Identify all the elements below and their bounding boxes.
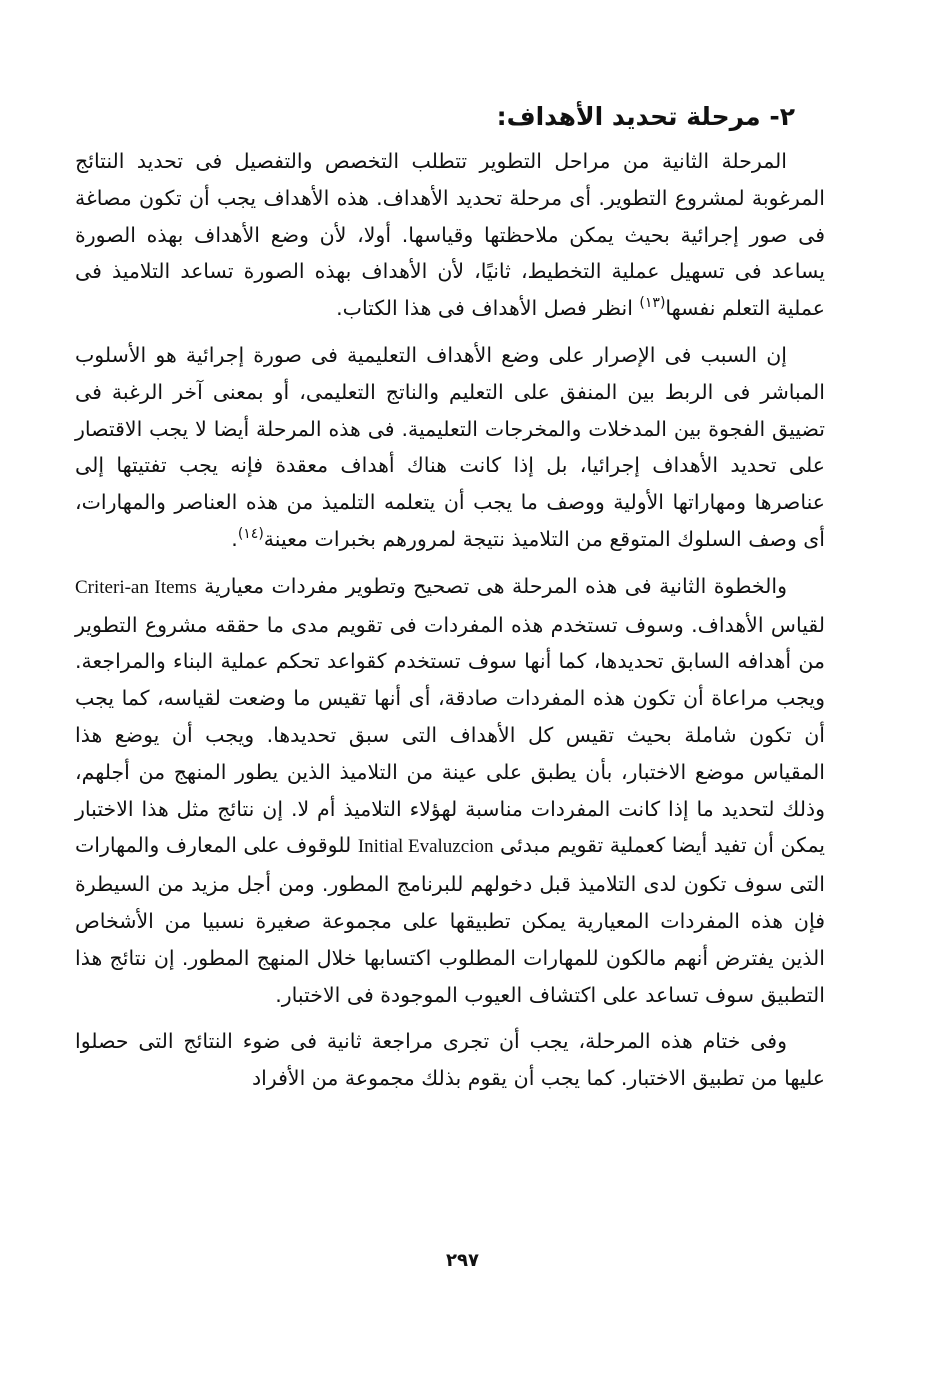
paragraph-3-text-b: لقياس الأهداف. وسوف تستخدم هذه المفردات فى تقويم مدى ما حققه مشروع التطوير من أهدافه السابق تحديدها، كما أنها سوف تستخدم كقواعد تحكم عملية البناء والمراجعة. ويجب مراعاة أن تكون هذه المفردات صادقة، أى أنها تقيس ما وضعت لقياسه، كما يجب أن تكون شاملة بحيث تقيس كل الأهداف التى سبق تحديدها. ويجب أن يوضع هذا المقياس موضع الاختبار، بأن يطبق على عينة من التلاميذ الذين يطور المنهج من أجلهم، وذلك لتحديد ما إذا كانت المفردات مناسبة لهؤلاء التلاميذ أم لا. إن نتائج مثل هذا الاختبار يمكن أن تفيد أيضا كعملية تقويم مبدئى [75,612,826,858]
paragraph-4-text: وفى ختام هذه المرحلة، يجب أن تجرى مراجعة ثانية فى ضوء النتائج التى حصلوا عليها من تطبيق الاختبار. كما يجب أن يقوم بذلك مجموعة من الأفراد [75,1029,825,1091]
footnote-ref-14: (١٤) [237,526,264,543]
paragraph-3-text-a: والخطوة الثانية فى هذه المرحلة هى تصحيح وتطوير مفردات معيارية [196,573,787,598]
term-criterion-items: Criteri-an Items [75,576,197,598]
paragraph-2 [75,337,825,558]
page-number: ٢٩٧ [446,1250,479,1271]
paragraph-3-text-c: للوقوف على المعارف والمهارات التى سوف تكون لدى التلاميذ قبل دخولهم للبرنامج المطور. ومن أجل مزيد من السيطرة فإن هذه المفردات المعيارية يمكن تطبيقها على مجموعة صغيرة نسبيا من الأشخاص الذين يفترض أنهم مالكون للمهارات المطلوب اكتسابها خلال المنهج المطور. إن نتائج هذا التطبيق سوف تساعد على اكتشاف العيوب الموجودة فى الاختبار. [75,833,825,1007]
page-body [75,95,825,1097]
paragraph-1 [75,143,825,327]
paragraph-2-text: إن السبب فى الإصرار على وضع الأهداف التعليمية فى صورة إجرائية هو الأسلوب المباشر فى الربط بين المنفق على التعليم والناتج التعليمى، أو بمعنى آخر الرغبة فى تضييق الفجوة بين المدخلات والمخرجات التعليمية. فى هذه المرحلة أيضا لا يجب الاقتصار على تحديد الأهداف إجرائيا، بل إذا كانت هناك أهداف معقدة فإنه يجب تفتيتها إلى عناصرها ومهاراتها الأولية ووصف ما يجب أن يتعلمه التلميذ من هذه العناصر والمهارات، أى وصف السلوك المتوقع من التلاميذ نتيجة لمرورهم بخبرات معينة [75,342,825,551]
paragraph-1-text: المرحلة الثانية من مراحل التطوير تتطلب التخصص والتفصيل فى تحديد النتائج المرغوبة لمشروع التطوير. أى مرحلة تحديد الأهداف. هذه الأهداف يجب أن تكون مصاغة فى صور إجرائية بحيث يمكن ملاحظتها وقياسها. أولا، لأن وضع الأهداف بهذه الصورة يساعد فى تسهيل عملية التخطيط، ثانيًا، لأن الأهداف بهذه الصورة تساعد التلاميذ فى عملية التعلم نفسها [75,149,825,321]
paragraph-2-text-end: . [231,526,238,551]
section-heading: ٢- مرحلة تحديد الأهداف: [496,102,795,131]
paragraph-1-text-end: انظر فصل الأهداف فى هذا الكتاب. [336,296,640,321]
term-initial-evaluation: Initial Evaluzcion [357,836,494,858]
paragraph-4 [75,1023,825,1097]
paragraph-3 [75,568,825,1014]
footnote-ref-13: (١٣) [639,295,666,312]
